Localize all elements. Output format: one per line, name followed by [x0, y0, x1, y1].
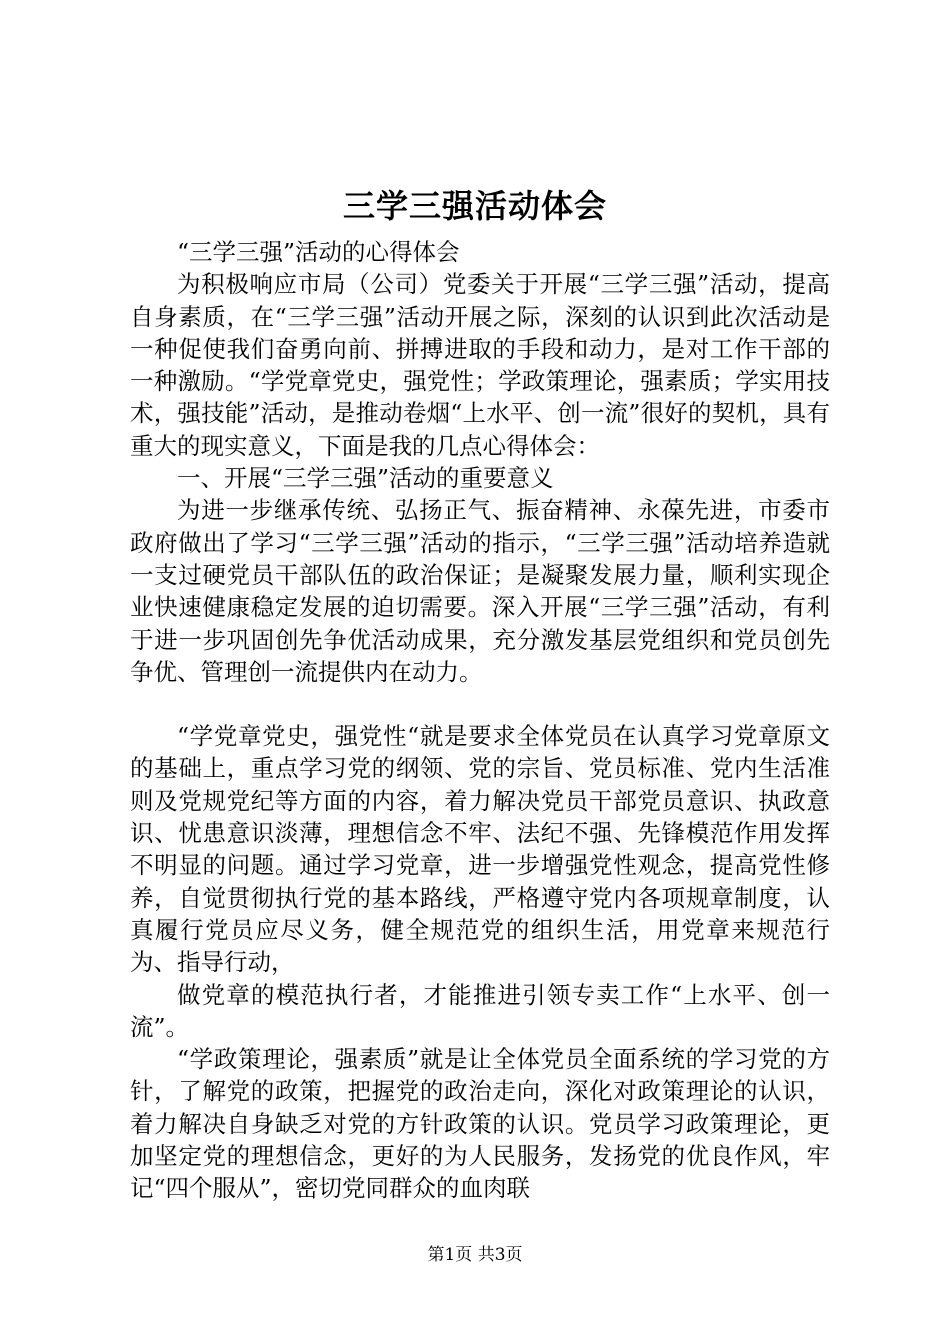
intro-paragraph: 为积极响应市局（公司）党委关于开展“三学三强”活动，提高自身素质，在“三学三强”活动开展之际，深刻的认识到此次活动是一种促使我们奋勇向前、拼搏进取的手段和动力，是对工作干部的一种激励。“学党章党史，强党性；学政策理论，强素质；学实用技术，强技能”活动，是推动卷烟“上水平、创一流”很好的契机，具有重大的现实意义，下面是我的几点心得体会：	[130, 270, 830, 460]
model-executor-paragraph: 做党章的模范执行者，才能推进引领专卖工作“上水平、创一流”。	[130, 980, 830, 1041]
subtitle-paragraph: “三学三强”活动的心得体会	[177, 238, 460, 266]
policy-theory-paragraph: “学政策理论，强素质”就是让全体党员全面系统的学习党的方针，了解党的政策，把握党的政治走向，深化对政策理论的认识，着力解决自身缺乏对党的方针政策的认识。党员学习政策理论，更加坚定党的理想信念，更好的为人民服务，发扬党的优良作风，牢记“四个服从”，密切党同群众的血肉联	[130, 1045, 830, 1203]
section-heading: 一、开展“三学三强”活动的重要意义	[177, 464, 554, 493]
document-title: 三学三强活动体会	[342, 187, 607, 225]
party-constitution-paragraph: “学党章党史，强党性“就是要求全体党员在认真学习党章原文的基础上，重点学习党的纲领、党的宗旨、党员标准、党内生活准则及党规党纪等方面的内容，着力解决党员干部党员意识、执政意识、忧患意识淡薄，理想信念不牢、法纪不强、先锋模范作用发挥不明显的问题。通过学习党章，进一步增强党性观念，提高党性修养，自觉贯彻执行党的基本路线，严格遵守党内各项规章制度，认真履行党员应尽义务，健全规范党的组织生活，用党章来规范行为、指导行动，	[130, 722, 830, 977]
document-body	[130, 236, 830, 1205]
page-number: 第1页 共3页	[427, 1245, 523, 1265]
significance-paragraph: 为进一步继承传统、弘扬正气、振奋精神、永葆先进，市委市政府做出了学习“三学三强”活动的指示，“三学三强”活动培养造就一支过硬党员干部队伍的政治保证；是凝聚发展力量，顺利实现企业快速健康稳定发展的迫切需要。深入开展“三学三强”活动，有利于进一步巩固创先争优活动成果，充分激发基层党组织和党员创先争优、管理创一流提供内在动力。	[130, 496, 830, 686]
